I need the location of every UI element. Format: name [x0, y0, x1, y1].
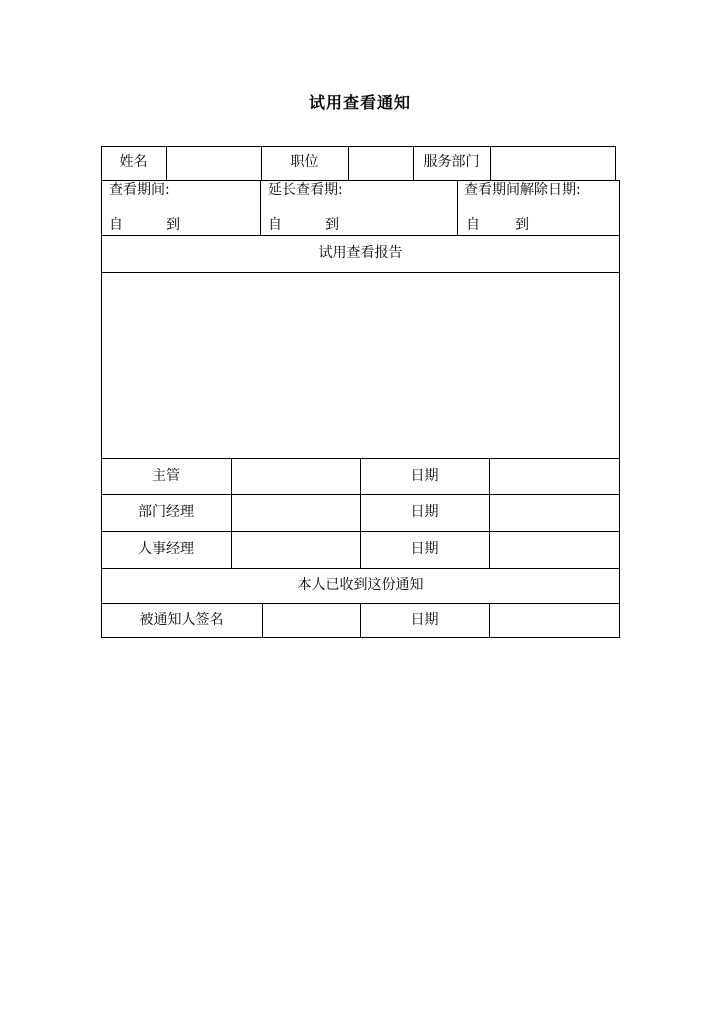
name-label: 姓名	[119, 154, 148, 170]
to-label: 到	[166, 217, 180, 233]
notified-person-signature-label: 被通知人签名	[139, 612, 224, 628]
department-manager-label: 部门经理	[138, 504, 194, 520]
date-label: 日期	[410, 504, 439, 520]
supervisor-signature-field[interactable]	[232, 459, 360, 494]
probation-period-label: 查看期间:	[109, 182, 170, 198]
supervisor-label: 主管	[152, 468, 180, 484]
release-date-label: 查看期间解除日期:	[464, 182, 581, 198]
date-label: 日期	[410, 541, 439, 557]
from-label: 自	[268, 217, 282, 233]
page-title: 试用查看通知	[308, 93, 411, 112]
to-label: 到	[325, 217, 339, 233]
department-field[interactable]	[491, 147, 615, 180]
to-label: 到	[515, 217, 529, 233]
position-label: 职位	[290, 154, 319, 170]
hr-manager-date-field[interactable]	[490, 532, 619, 568]
acknowledgement-text: 本人已收到这份通知	[297, 577, 424, 593]
from-label: 自	[466, 217, 480, 233]
date-label: 日期	[410, 468, 439, 484]
hr-manager-label: 人事经理	[138, 541, 194, 557]
hr-manager-signature-field[interactable]	[232, 532, 360, 568]
position-field[interactable]	[349, 147, 413, 180]
divider	[457, 180, 458, 236]
supervisor-date-field[interactable]	[490, 459, 619, 494]
department-manager-signature-field[interactable]	[232, 495, 360, 531]
notified-person-signature-field[interactable]	[263, 604, 360, 638]
divider	[101, 568, 620, 569]
from-label: 自	[109, 217, 123, 233]
name-field[interactable]	[167, 147, 261, 180]
date-label: 日期	[410, 612, 439, 628]
signature-date-field[interactable]	[490, 604, 619, 638]
department-manager-date-field[interactable]	[490, 495, 619, 531]
report-header: 试用查看报告	[318, 245, 403, 261]
divider	[260, 180, 261, 236]
department-label: 服务部门	[423, 154, 480, 170]
report-body-field[interactable]	[102, 273, 619, 458]
extension-period-label: 延长查看期:	[268, 182, 343, 198]
